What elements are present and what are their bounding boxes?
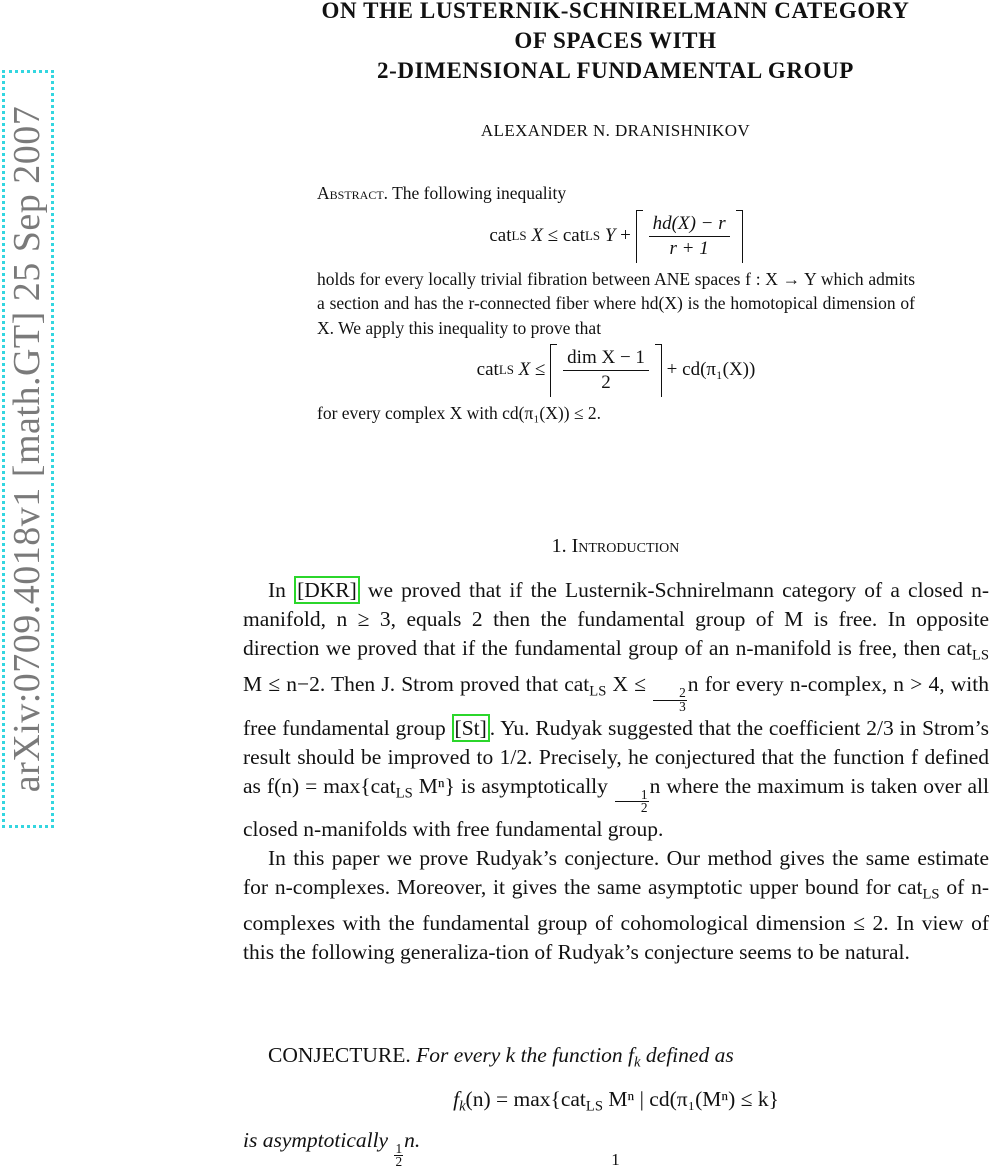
fraction: $\frac{2}{3}$ (653, 687, 687, 713)
arxiv-stamp[interactable]: arXiv:0709.4018v1 [math.GT] 25 Sep 2007 (6, 105, 48, 793)
paper-title (240, 0, 991, 86)
ceiling-bracket (636, 210, 743, 263)
author-name: ALEXANDER N. DRANISHNIKOV (480, 121, 751, 140)
citation-link-st[interactable]: [St] (452, 714, 490, 742)
conjecture-block: CONJECTURE. For every k the function $f_k$ defined as $f_k(n) = \max\{cat_{LS}$ Mⁿ | cd(π₁(Mⁿ) ≤ k} is asymptotically $\frac{1}{2}$ n. (243, 1041, 989, 1169)
paragraph-2: In this paper we prove Rudyak’s conjecture. Our method gives the same estimate for n-complexes. Moreover, it gives the same asymptotic upper bound for cat$_{LS}$ of n-complexes with the fundamental group of cohomological dimension ≤ 2. In view of this the following generaliza-tion of Rudyak’s conjecture seems to be natural. (243, 845, 989, 965)
introduction-body (243, 576, 989, 967)
abstract (317, 181, 915, 426)
abstract-equation-2: cat LS X ≤ $\frac{\text{dim X − 1}}{2}$ + cd(π₁(X)) (317, 344, 915, 397)
page-number: 1 (611, 1150, 620, 1169)
title-line-3: 2-DIMENSIONAL FUNDAMENTAL GROUP (377, 58, 854, 83)
abstract-text-1: holds for every locally trivial fibration between ANE spaces f : X → Y which admits a section and has the r-connected fiber where hd(X) is the homotopical dimension of X. We apply this inequality to prove that (317, 268, 915, 338)
conjecture-equation: $f_k(n) = \max\{cat_{LS}$ Mⁿ | cd(π₁(Mⁿ) ≤ k} (453, 1087, 779, 1115)
abstract-equation-1: cat LS X ≤ cat LS Y + $\frac{hd(X) - r}{r + 1}$ (317, 210, 915, 263)
section-heading: 1. Introduction (551, 535, 680, 557)
abstract-label: Abstract. (317, 183, 389, 203)
fraction: $\frac{hd(X) - r}{r + 1}$ (649, 213, 730, 260)
ceiling-bracket (550, 344, 662, 397)
citation-link-dkr[interactable]: [DKR] (294, 576, 360, 604)
fraction: $\frac{1}{2}$ (615, 789, 649, 815)
title-line-2: OF SPACES WITH (514, 28, 717, 53)
abstract-text-2: for every complex X with cd(π₁(X)) ≤ 2. (317, 403, 602, 423)
fraction: $\frac{1}{2}$ (395, 1140, 403, 1170)
abstract-intro: The following inequality (392, 183, 567, 203)
fraction: $\frac{\text{dim X − 1}}{2}$ (563, 347, 649, 394)
title-line-1: ON THE LUSTERNIK-SCHNIRELMANN CATEGORY (321, 0, 910, 23)
paragraph-1: In [DKR] we proved that if the Lusternik-Schnirelmann category of a closed n-manifold, n ≥ 3, equals 2 then the fundamental group of M is free. In opposite direction we proved that if the fundamental group of an n-manifold is free, then cat$_{LS}$ M ≤ n−2. Then J. Strom proved that cat$_{LS}$ X ≤ $\frac{2}{3}$ n for every n-complex, n > 4, with free fundamental group [St] . Yu. Rudyak suggested that the coefficient 2/3 in Strom’s result should be improved to 1/2. Precisely, he conjectured that the function f defined as f(n) = max{cat$_{LS}$ Mⁿ} is asymptotically $\frac{1}{2}$ n where the maximum is taken over all closed n-manifolds with free fundamental group. (243, 578, 989, 841)
conjecture-label: CONJECTURE. (268, 1043, 411, 1067)
